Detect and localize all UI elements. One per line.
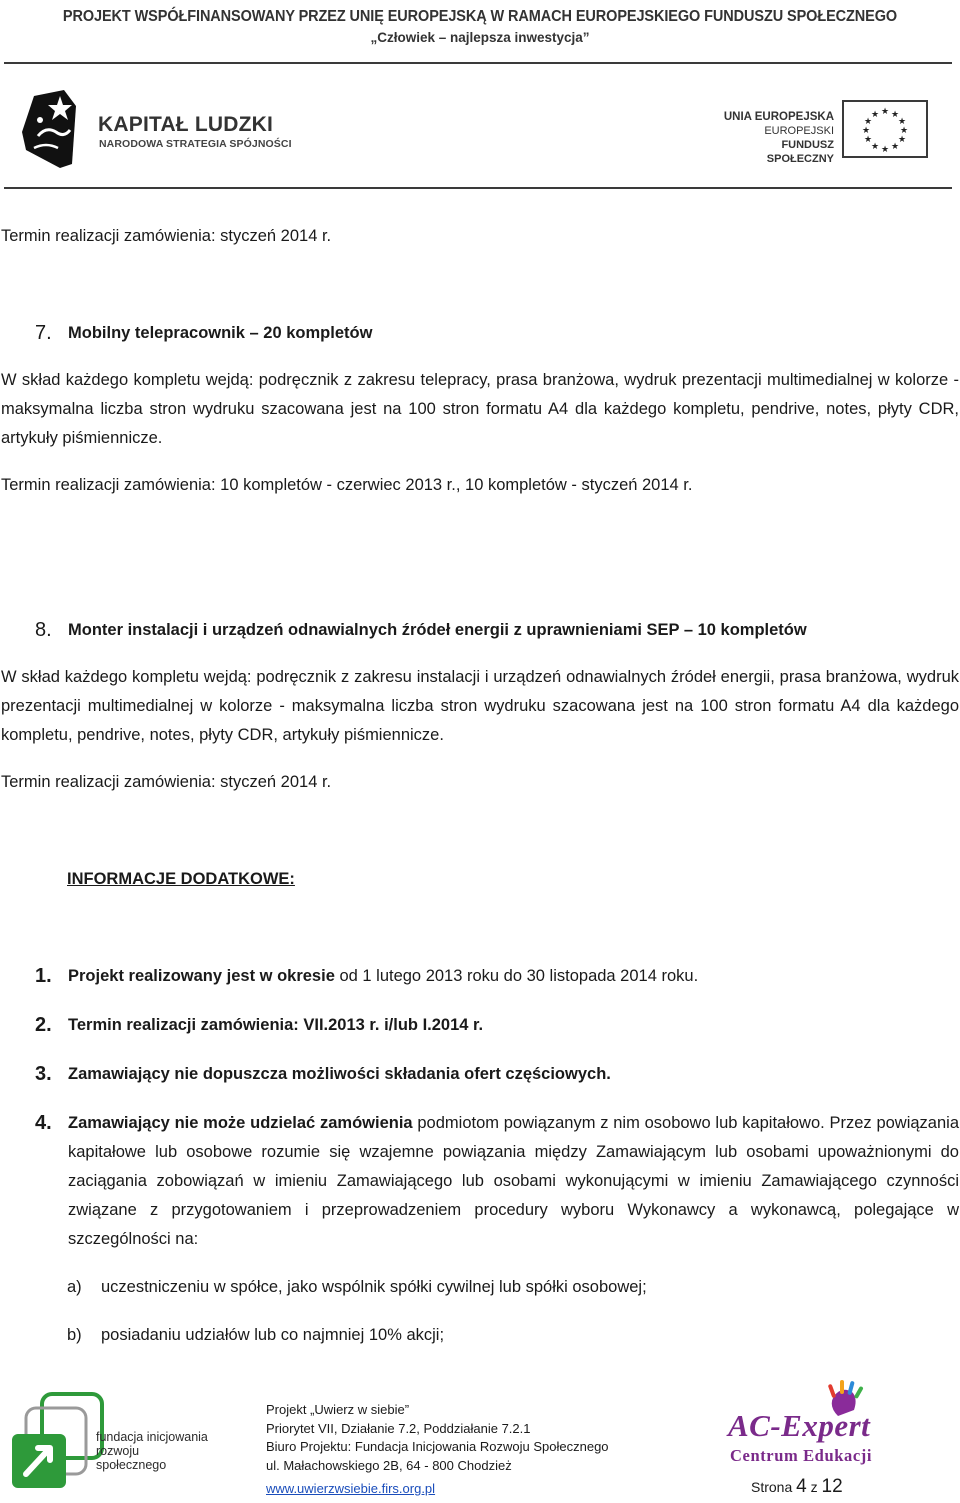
page-prefix: Strona xyxy=(751,1479,793,1495)
svg-text:★: ★ xyxy=(897,135,907,145)
eu-text xyxy=(712,110,834,166)
foundation-logo xyxy=(8,1390,208,1492)
banner-line-2: „Człowiek – najlepsza inwestycja” xyxy=(370,30,590,45)
footer-line-2: Priorytet VII, Działanie 7.2, Poddziałanie 7.2.1 xyxy=(266,1420,531,1436)
header-rule-bottom xyxy=(4,187,952,189)
info-item-3 xyxy=(1,1060,959,1089)
svg-text:★: ★ xyxy=(861,126,871,136)
info-item-2 xyxy=(1,1011,959,1040)
term-top: Termin realizacji zamówienia: styczeń 2014 r. xyxy=(1,227,332,245)
ac-expert-title: AC-Expert xyxy=(728,1408,871,1443)
ac-expert-subtitle: Centrum Edukacji xyxy=(730,1446,873,1465)
item-7-title: Mobilny telepracownik – 20 kompletów xyxy=(68,324,373,342)
kl-title: KAPITAŁ LUDZKI xyxy=(98,113,274,136)
sub-item-a-label: a) xyxy=(67,1278,82,1296)
foundation-line-2: rozwoju społecznego xyxy=(96,1444,167,1472)
info-item-4 xyxy=(1,1109,959,1254)
svg-text:★: ★ xyxy=(880,145,890,155)
eu-line-1: UNIA EUROPEJSKA xyxy=(723,111,834,123)
item-8-number: 8. xyxy=(35,619,52,641)
info-item-3-number: 3. xyxy=(35,1063,52,1085)
sub-item-b xyxy=(1,1321,959,1350)
svg-text:★: ★ xyxy=(880,107,890,117)
item-8-body: W skład każdego kompletu wejdą: podręcznik z zakresu instalacji i urządzeń odnawialnych źródeł energii, prasa branżowa, wydruk prezentacji multimedialnej w kolorze - maksymalna liczba stron wydruku szacowana jest na 100 stron formatu A4 dla każdego kompletu, pendrive, notes, płyty CDR, artykuły piśmiennicze. xyxy=(1,668,959,744)
header-banner xyxy=(0,9,960,45)
eu-line-2: EUROPEJSKI xyxy=(764,125,834,137)
svg-text:★: ★ xyxy=(899,126,909,136)
svg-text:★: ★ xyxy=(870,110,880,120)
svg-text:★: ★ xyxy=(870,142,880,152)
info-item-2-number: 2. xyxy=(35,1014,52,1036)
foundation-emblem-icon xyxy=(8,1390,108,1492)
info-title: INFORMACJE DODATKOWE: xyxy=(67,870,295,888)
footer-line-1: Projekt „Uwierz w siebie” xyxy=(266,1402,410,1417)
kapital-ludzki-logo xyxy=(20,86,310,170)
svg-text:★: ★ xyxy=(863,135,873,145)
svg-text:★: ★ xyxy=(890,142,900,152)
item-8-heading xyxy=(1,616,959,645)
item-7-number: 7. xyxy=(35,322,52,344)
kapital-ludzki-emblem-icon xyxy=(20,86,90,170)
svg-text:★: ★ xyxy=(897,117,907,127)
eu-logo xyxy=(712,98,932,165)
svg-text:★: ★ xyxy=(863,117,873,127)
page-total: 12 xyxy=(821,1476,843,1497)
info-item-1 xyxy=(1,962,959,991)
info-item-4-number: 4. xyxy=(35,1112,52,1134)
info-item-2-bold: Termin realizacji zamówienia: VII.2013 r. i/lub I.2014 r. xyxy=(68,1016,484,1034)
footer-line-4: ul. Małachowskiego 2B, 64 - 800 Chodzież xyxy=(266,1457,512,1473)
info-item-4-text: podmiotom powiązanym z nim osobowo lub kapitałowo. Przez powiązania kapitałowe lub osobowe rozumie się wzajemne powiązania między Zamawiającym lub osobami upoważnionymi do zaciągania zobowiązań w imieniu Zamawiającego lub osobami wykonującymi w imieniu Zamawiającego czynności związane z przygotowaniem i przeprowadzeniem procedury wyboru Wykonawcy a wykonawcą, polegające w szczególności na: xyxy=(68,1114,959,1248)
item-8-term: Termin realizacji zamówienia: styczeń 2014 r. xyxy=(1,773,332,791)
kl-subtitle: NARODOWA STRATEGIA SPÓJNOŚCI xyxy=(99,138,292,150)
footer-line-3: Biuro Projektu: Fundacja Inicjowania Rozwoju Społecznego xyxy=(266,1439,609,1454)
sub-item-b-label: b) xyxy=(67,1326,82,1344)
info-item-1-bold: Projekt realizowany jest w okresie xyxy=(68,967,335,985)
foundation-text xyxy=(96,1430,208,1472)
footer-info xyxy=(266,1401,609,1499)
sub-item-a-text: uczestniczeniu w spółce, jako wspólnik spółki cywilnej lub spółki osobowej; xyxy=(101,1278,647,1296)
info-item-4-bold: Zamawiający nie może udzielać zamówienia xyxy=(68,1114,413,1132)
ac-expert-logo xyxy=(720,1380,898,1472)
page-separator: z xyxy=(810,1479,818,1495)
sub-item-b-text: posiadaniu udziałów lub co najmniej 10% akcji; xyxy=(101,1326,445,1344)
page-number xyxy=(751,1476,843,1498)
document-body xyxy=(1,222,959,1350)
foundation-line-1: fundacja inicjowania xyxy=(96,1430,208,1444)
sub-item-a xyxy=(1,1273,959,1302)
item-8-title: Monter instalacji i urządzeń odnawialnych źródeł energii z uprawnieniami SEP – 10 kompletów xyxy=(68,621,807,639)
info-item-1-number: 1. xyxy=(35,965,52,987)
item-7-body: W skład każdego kompletu wejdą: podręcznik z zakresu telepracy, prasa branżowa, wydruk prezentacji multimedialnej w kolorze - maksymalna liczba stron wydruku szacowana jest na 100 stron formatu A4 dla każdego kompletu, pendrive, notes, płyty CDR, artykuły piśmiennicze. xyxy=(1,371,959,447)
eu-line-3: FUNDUSZ SPOŁECZNY xyxy=(766,139,834,165)
item-7-term: Termin realizacji zamówienia: 10 kompletów - czerwiec 2013 r., 10 kompletów - styczeń 2014 r. xyxy=(1,476,693,494)
footer-website-link[interactable]: www.uwierzwsiebie.firs.org.pl xyxy=(266,1481,436,1496)
item-7-heading xyxy=(1,319,959,348)
eu-flag-icon xyxy=(842,100,928,158)
page-current: 4 xyxy=(796,1476,807,1497)
info-item-1-text: od 1 lutego 2013 roku do 30 listopada 2014 roku. xyxy=(334,967,699,985)
svg-text:★: ★ xyxy=(890,110,900,120)
header-rule-top xyxy=(4,62,952,64)
info-item-3-bold: Zamawiający nie dopuszcza możliwości składania ofert częściowych. xyxy=(68,1065,611,1083)
banner-line-1: PROJEKT WSPÓŁFINANSOWANY PRZEZ UNIĘ EUROPEJSKĄ W RAMACH EUROPEJSKIEGO FUNDUSZU SPOŁECZNEGO xyxy=(62,8,898,26)
